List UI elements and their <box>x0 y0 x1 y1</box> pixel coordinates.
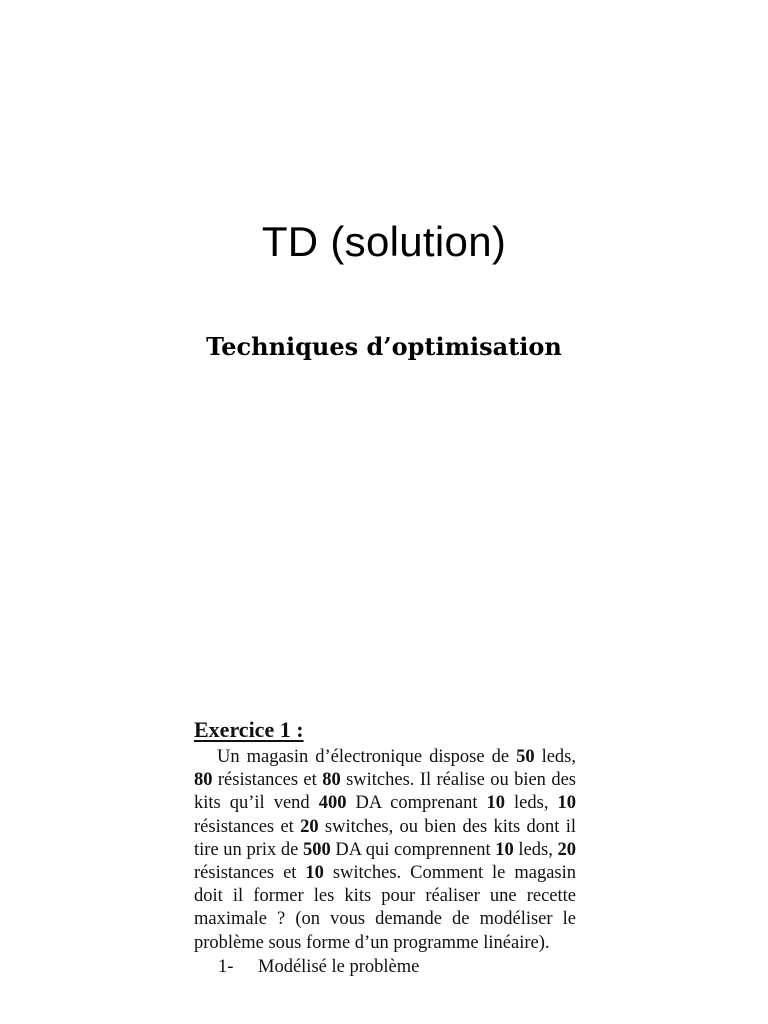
kit-b-resistances-value: 20 <box>557 839 577 860</box>
statement-text: DA qui comprennent <box>330 839 496 860</box>
exercise-1 <box>194 716 576 979</box>
statement-text: résistances et <box>194 816 301 837</box>
stock-leds-value: 50 <box>516 747 535 767</box>
kit-a-resistances-value: 10 <box>557 793 576 814</box>
question-text: Modélisé le problème <box>258 956 420 977</box>
statement-text: switches. Il réalise ou bien des kits qu’il vend <box>194 770 576 814</box>
exercise-heading: Exercice 1 : <box>194 717 304 742</box>
statement-text: leds, <box>505 793 558 814</box>
statement-text: leds, <box>534 747 576 767</box>
statement-text: Un magasin d’électronique dispose de <box>217 747 517 767</box>
kit-a-switches-value: 20 <box>300 816 319 837</box>
kit-b-leds-value: 10 <box>495 839 514 860</box>
page-title: TD (solution) <box>261 218 507 265</box>
statement-text: résistances et <box>212 770 323 791</box>
kit-b-price-value: 500 <box>303 839 331 860</box>
kit-b-switches-value: 10 <box>305 863 324 884</box>
question-item <box>218 956 576 979</box>
statement-text: switches, ou bien des kits dont il tire un prix de <box>194 816 576 860</box>
question-number: 1- <box>218 956 234 977</box>
page-subtitle: Techniques d’optimisation <box>206 332 562 361</box>
stock-switches-value: 80 <box>322 770 341 791</box>
exercise-statement <box>194 746 576 955</box>
kit-a-leds-value: 10 <box>486 793 506 814</box>
kit-a-price-value: 400 <box>318 793 347 814</box>
statement-text: switches. Comment le magasin doit il former les kits pour réaliser une recette maximale ? (on vous demande de modéliser le problème sous forme d’un programme linéaire). <box>194 863 576 953</box>
statement-text: leds, <box>513 839 558 860</box>
statement-text: DA comprenant <box>346 793 487 814</box>
stock-resistances-value: 80 <box>194 770 213 791</box>
statement-text: résistances et <box>194 863 306 884</box>
